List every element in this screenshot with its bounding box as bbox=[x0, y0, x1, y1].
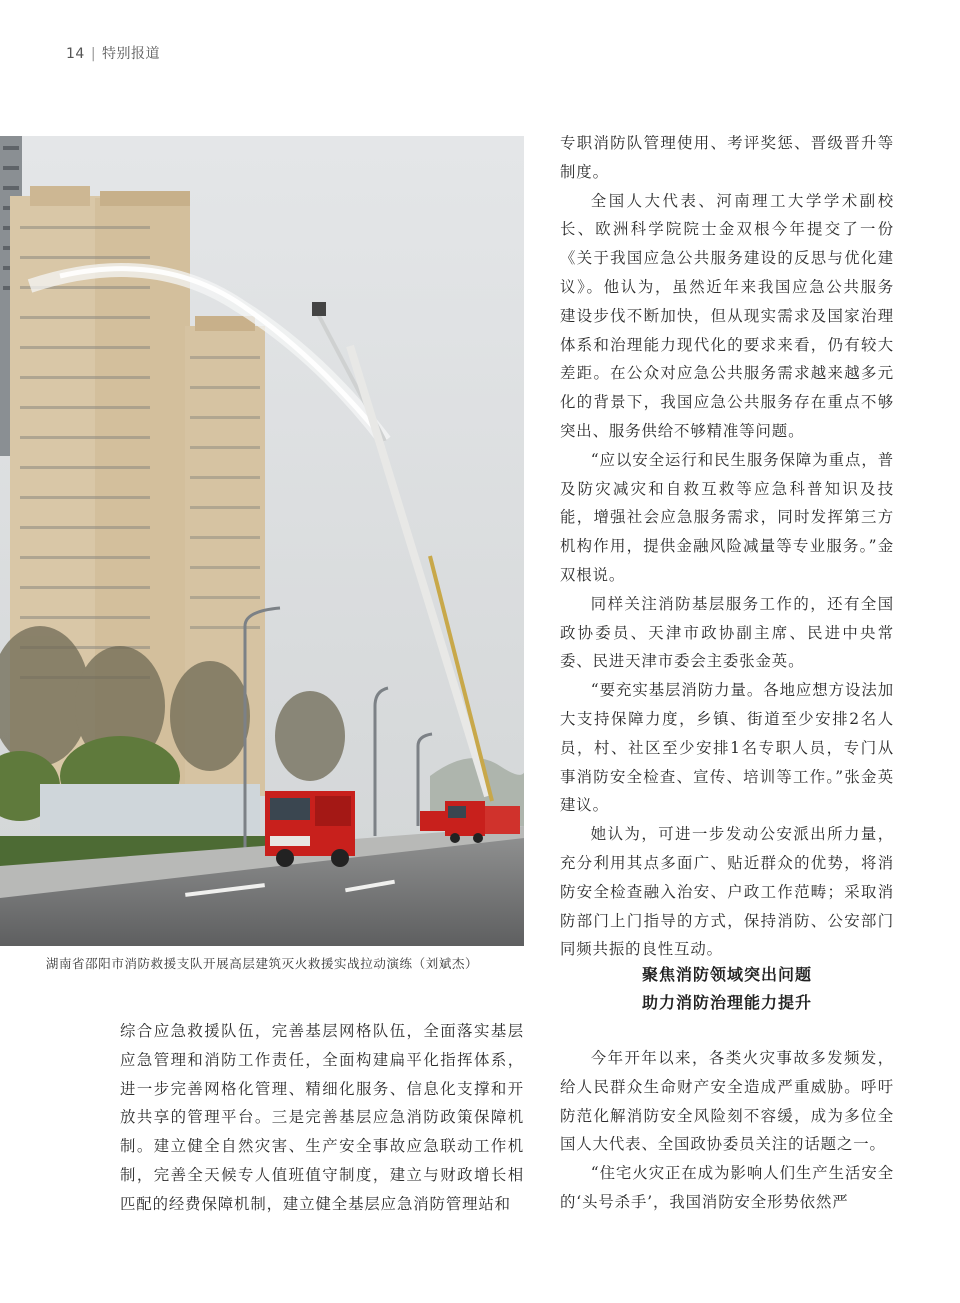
paragraph: 专职消防队管理使用、考评奖惩、晋级晋升等制度。 bbox=[560, 134, 894, 181]
paragraph: 她认为，可进一步发动公安派出所力量，充分利用其点多面广、贴近群众的优势，将消防安全检查融入治安、户政工作范畴；采取消防部门上门指导的方式，保持消防、公安部门同频共振的良性互动。 bbox=[560, 825, 894, 959]
paragraph: 同样关注消防基层服务工作的，还有全国政协委员、天津市政协副主席、民进中央常委、民进天津市委会主委张金英。 bbox=[560, 594, 894, 671]
page-header bbox=[66, 43, 160, 63]
photo-caption: 湖南省邵阳市消防救援支队开展高层建筑灭火救援实战拉动演练（刘斌杰） bbox=[45, 956, 479, 971]
page-number: 14 bbox=[66, 46, 85, 62]
fire-drill-photo bbox=[0, 136, 524, 946]
paragraph: “应以安全运行和民生服务保障为重点，普及防灾减灾和自救互救等应急科普知识及技能，增强社会应急服务需求，同时发挥第三方机构作用，提供金融风险减量等专业服务。”金双根说。 bbox=[560, 450, 894, 584]
section-heading-line-2: 助力消防治理能力提升 bbox=[641, 993, 812, 1012]
section-heading bbox=[560, 961, 894, 1017]
section-heading-line-1: 聚焦消防领域突出问题 bbox=[641, 965, 812, 984]
right-bottom-text bbox=[560, 1044, 894, 1217]
paragraph: “要充实基层消防力量。各地应想方设法加大支持保障力度，乡镇、街道至少安排2名人员，村、社区至少安排1名专职人员，专门从事消防安全检查、宣传、培训等工作。”张金英建议。 bbox=[560, 681, 894, 815]
paragraph: “住宅火灾正在成为影响人们生产生活安全的‘头号杀手’，我国消防安全形势依然严 bbox=[560, 1164, 894, 1211]
header-separator: | bbox=[90, 46, 97, 62]
section-name: 特别报道 bbox=[102, 46, 161, 62]
paragraph: 今年开年以来，各类火灾事故多发频发，给人民群众生命财产安全造成严重威胁。呼吁防范化解消防安全风险刻不容缓，成为多位全国人大代表、全国政协委员关注的话题之一。 bbox=[560, 1049, 894, 1154]
left-column-text bbox=[120, 1017, 524, 1219]
paragraph: 综合应急救援队伍，完善基层网格队伍，全面落实基层应急管理和消防工作责任，全面构建扁平化指挥体系，进一步完善网格化管理、精细化服务、信息化支撑和开放共享的管理平台。三是完善基层应急消防政策保障机制。建立健全自然灾害、生产安全事故应急联动工作机制，完善全天候专人值班值守制度，建立与财政增长相匹配的经费保障机制，建立健全基层应急消防管理站和 bbox=[120, 1022, 524, 1213]
right-column-text bbox=[560, 129, 894, 964]
paragraph: 全国人大代表、河南理工大学学术副校长、欧洲科学院院士金双根今年提交了一份《关于我国应急公共服务建设的反思与优化建议》。他认为，虽然近年来我国应急公共服务建设步伐不断加快，但从现实需求及国家治理体系和治理能力现代化的要求来看，仍有较大差距。在公众对应急公共服务需求越来越多元化的背景下，我国应急公共服务存在重点不够突出、服务供给不够精准等问题。 bbox=[560, 191, 894, 440]
